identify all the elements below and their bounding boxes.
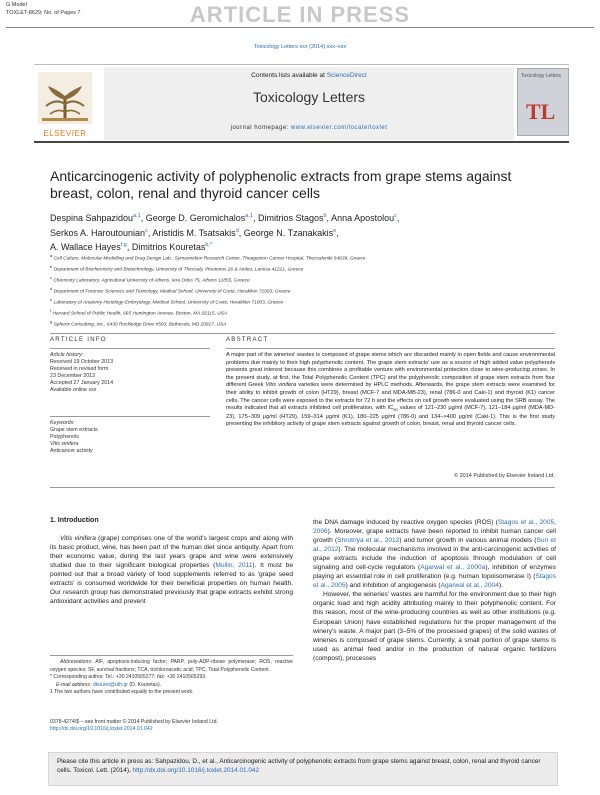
- body-column-right: the DNA damage induced by reactive oxygen species (ROS) (Stagos et al., 2005, 2006). Moreover, grape extracts have been reported to inhibit human cancer cell growth (Shrotriya et al., 2012) and tumor growth in various animal models (Sun et al., 2012). The molecular mechanisms involved in the anti-carcinogenic activities of grape extracts include the induction of apoptosis through modulation of cell signaling and cell-cycle regulators (Agarwal et al., 2000a), inhibition of enzymes playing an essential role in cell proliferation (e.g. human topoisomerase I) (Stagos et al., 2005) and inhibition of angiogenesis (Agarwal et al., 2004). However, the wineries' wastes are harmful for the environment due to their high organic load and high acidity attributing mainly to their polyphenolic content. For this reason, most of the wine-producing countries as well as other institutions (e.g. European Union) have established regulations for the proper management of the winery's waste. A major part (3–5% of the processed grapes) of the solid wastes of wineries is composed of grape stems. Currently, a small portion of grape stems is used as animal feed and/or in the production of natural organic fertilizers (compost), processes: [313, 519, 557, 662]
- journal-citation-top[interactable]: Toxicology Letters xxx (2014) xxx–xxx: [253, 44, 347, 50]
- reference-link[interactable]: Mullin, 2011: [215, 562, 253, 570]
- journal-cover-thumbnail: [517, 68, 569, 136]
- abstract-heading: ABSTRACT: [226, 337, 269, 343]
- author-separator: ,: [147, 227, 153, 238]
- affiliation-text: Department of Forensic Sciences and Toxicology, Medical School, University of Crete, Heraklion 71003, Greece: [53, 289, 291, 295]
- manuscript-id: TOXLET-8629; No. of Pages 7: [6, 10, 81, 16]
- author-affiliation-marker[interactable]: c: [394, 213, 397, 219]
- affiliation-text: Spherix Consulting, Inc., 6430 Rockledge Drive #503, Bethesda, MD 20817, USA: [53, 322, 227, 328]
- author-name: Serkos A. Haroutounian: [50, 227, 146, 238]
- author-separator: ,: [238, 227, 244, 238]
- author-separator: ,: [140, 213, 146, 223]
- reference-link[interactable]: Sun et al., 2012: [313, 537, 556, 554]
- author-affiliation-marker[interactable]: e: [333, 227, 337, 234]
- affiliation-list: [50, 252, 555, 329]
- author-name: A. Wallace Hayes: [50, 242, 121, 252]
- section-heading-introduction: 1. Introduction: [50, 517, 99, 524]
- body-column-left: Vitis vinifera (grape) comprises one of the world's largest crops and along with its basic product, wine, has been part of the human diet since antiquity. Apart from their economic value, during the last years grape and wine were extensively studied due to their significant biological properties (Mullin, 2011). It must be pointed out that a broad variety of food supplements referred to as 'grape seed extracts' is consumed worldwide for their beneficial properties on human health. Our research group has demonstrated previously that grape extracts exhibit strong antioxidant activities and prevent: [50, 535, 293, 606]
- affiliation-key: f: [50, 308, 52, 313]
- model-label: G Model: [6, 2, 27, 8]
- history-heading: Article history:: [50, 352, 84, 358]
- article-history: [50, 352, 210, 394]
- affiliation-key: a: [50, 253, 53, 258]
- equal-contribution-footnote: 1 The two authors have contributed equally to the present work.: [50, 689, 194, 696]
- affiliation: [50, 296, 555, 307]
- affiliation-text: Cell Culture, Molecular Modelling and Drug Design Lab., Symeonidion Research Center, Theagenion Cancer Hospital, Thessaloniki 54639, Greece: [53, 256, 366, 262]
- abstract-copyright: © 2014 Published by Elsevier Ireland Ltd.: [454, 473, 555, 479]
- abstract-text: A major part of the wineries' wastes is composed of grape stems which are discarded mainly in open fields and cause environmental problems due mainly to their high polyphenolic content. The grape stem extracts' use as a source of high added value polyphenols presents great interest because this combines a profitable venture with environmental protection close to wine-producing zones. In the present study, at first, the Total Polyphenolic Content (TPC) and the polyphenolic composition of grape stem extracts from four different Greek Vitis vinifera varieties were determined by HPLC methods. Afterwards, the grape stem extracts were examined for their ability to inhibit growth of colon (HT29), breast (MCF-7 and MDA-MB-23), renal (786-0 and Caki-1) and thyroid (K1) cancer cells. The cancer cells were exposed to the extracts for 72 h and the effects on cell growth were evaluated using the SRB assay. The results indicated that all extracts inhibited cell proliferation, with $IC_{50}$ values of 121–230 μg/ml (MCF-7), 121–184 μg/ml (MDA-MD-23), 175–309 μg/ml (HT29), 159–314 μg/ml (K1), 180–225 μg/ml (786-0) and 134–>400 μg/ml (Caki-1). This is the first study presenting the inhibitory activity of grape stem extracts against growth of colon, breast, renal and thyroid cancer cells.: [226, 352, 556, 428]
- footnote-rule: [50, 655, 293, 656]
- affiliation: [50, 285, 555, 296]
- author-name: Despina Sahpazidou: [50, 213, 134, 223]
- masthead-center: [104, 67, 514, 140]
- affiliation-text: Laboratory of Anatomy-Histology-Embryology, Medical School, University of Crete, Heraklion 71003, Greece: [53, 300, 284, 306]
- author-separator: ,: [326, 213, 332, 223]
- body-divider: [50, 487, 555, 488]
- footnotes: [50, 659, 293, 697]
- author-name: George N. Tzanakakis: [243, 227, 334, 238]
- author-name: Anna Apostolou: [331, 213, 395, 223]
- keyword: Anticancer activity: [50, 448, 93, 454]
- history-item: Available online xxx: [50, 387, 97, 393]
- article-info-heading: ARTICLE INFO: [50, 337, 107, 343]
- homepage-link[interactable]: www.elsevier.com/locate/toxlet: [291, 125, 388, 131]
- history-item: Received in revised form: [50, 366, 109, 372]
- banner-title: ARTICLE IN PRESS: [189, 2, 411, 27]
- affiliation-key: e: [50, 297, 53, 302]
- author-affiliation-marker[interactable]: f,g: [120, 242, 127, 248]
- author-affiliation-marker[interactable]: b,*: [205, 242, 213, 248]
- history-item: 23 December 2013: [50, 373, 96, 379]
- affiliation-text: Harvard School of Public Health, 665 Huntington Avenue, Boston, MA 02115, USA: [52, 311, 228, 317]
- affiliation-key: b: [50, 264, 53, 269]
- cover-initials: TL: [526, 99, 556, 124]
- affiliation-text: Department of Biochemistry and Biotechnology, University of Thessaly, Ploutonos 26 & Aiolou, Larissa 41221, Greece: [53, 267, 304, 273]
- author-affiliation-marker[interactable]: a,1: [133, 213, 141, 219]
- contents-line: Contents lists available at ScienceDirect: [251, 72, 367, 79]
- abstract-rule: [226, 348, 555, 349]
- reference-link[interactable]: Agarwal et al., 2000a: [420, 564, 486, 572]
- journal-masthead: [34, 64, 569, 143]
- reference-link[interactable]: Agarwal et al., 2004: [440, 582, 499, 590]
- history-item: Received 19 October 2013: [50, 359, 114, 365]
- issn-line: 0378-4274/$ – see front matter © 2014 Published by Elsevier Ireland Ltd.: [50, 719, 218, 725]
- banner-rule: [6, 27, 594, 28]
- affiliation-key: c: [50, 275, 52, 280]
- affiliation: [50, 318, 555, 329]
- publisher-name: ELSEVIER: [43, 129, 87, 138]
- info-rule: [50, 348, 210, 349]
- keywords-rule: [50, 416, 210, 417]
- author-separator: ,: [126, 242, 132, 252]
- journal-homepage: journal homepage: www.elsevier.com/locate/toxlet: [230, 125, 388, 131]
- cite-this-article-box: Please cite this article in press as: Sahpazidou, D., et al., Anticarcinogenic activity of polyphenolic extracts from grape stems against breast, colon, renal and thyroid cancer cells. Toxicol. Lett. (2014), http://dx.doi.org/10.1016/j.toxlet.2014.01.042: [48, 752, 558, 786]
- header-divider: [50, 333, 555, 334]
- affiliation: [50, 252, 555, 263]
- author-affiliation-marker[interactable]: a,1: [245, 213, 253, 219]
- author-affiliation-marker[interactable]: c: [145, 227, 148, 234]
- keywords-block: [50, 420, 210, 455]
- article-in-press-banner: [0, 0, 600, 27]
- affiliation: [50, 307, 555, 318]
- reference-link[interactable]: Stagos et al., 2005, 2006: [313, 519, 557, 536]
- keyword: Grape stem extracts: [50, 427, 98, 433]
- author-name: George D. Geromichalos: [145, 213, 246, 223]
- author-affiliation-marker[interactable]: d: [235, 227, 239, 234]
- journal-name: Toxicology Letters: [252, 89, 366, 105]
- abbreviations-footnote: Abbreviations: AIF, apoptosis-inducing factor; PARP, poly-ADP-ribose polymerase; ROS, reactive oxygen species; SF, survival fractions; TCA, trichloroacetic acid; TPC, Total Polyphenolic Content.: [50, 659, 293, 673]
- corresponding-author-footnote: * Corresponding author. Tel.: +30 2410565277; fax: +30 2410565293.: [50, 674, 207, 681]
- reference-link[interactable]: Shrotriya et al., 2012: [337, 537, 400, 545]
- keywords-heading: Keywords:: [50, 420, 75, 426]
- cover-journal-title: Toxicology Letters: [521, 73, 562, 79]
- keyword: Polyphenols: [50, 434, 79, 440]
- author-list: [50, 210, 555, 254]
- affiliation: [50, 263, 555, 274]
- affiliation-key: g: [50, 319, 53, 324]
- affiliation: [50, 274, 555, 285]
- author-name: Dimitrios Kouretas: [131, 242, 206, 252]
- article-title: Anticarcinogenic activity of polyphenolic extracts from grape stems against breast, colon, renal and thyroid cancer cells: [50, 168, 512, 201]
- reference-link[interactable]: Stagos et al., 2005: [313, 573, 556, 590]
- issn-block: [50, 719, 350, 733]
- author-separator: ,: [336, 227, 339, 238]
- email-footnote: E-mail address: dkouret@uth.gr (D. Kouretas).: [56, 681, 162, 688]
- elsevier-logo: [34, 68, 96, 140]
- author-separator: ,: [252, 213, 258, 223]
- email-link[interactable]: dkouret@uth.gr: [92, 681, 128, 688]
- doi-link[interactable]: http://dx.doi.org/10.1016/j.toxlet.2014.01.042: [50, 726, 153, 732]
- keyword: Vitis vinifera: [50, 441, 79, 447]
- affiliation-key: d: [50, 286, 53, 291]
- cite-doi-link[interactable]: http://dx.doi.org/10.1016/j.toxlet.2014.01.042: [132, 767, 260, 774]
- author-name: Dimitrios Stagos: [257, 213, 324, 223]
- history-item: Accepted 27 January 2014: [50, 380, 114, 386]
- author-separator: ,: [396, 213, 400, 223]
- sciencedirect-link[interactable]: ScienceDirect: [326, 72, 367, 79]
- author-affiliation-marker[interactable]: b: [323, 213, 327, 219]
- affiliation-text: Chemistry Laboratory, Agricultural University of Athens, Iera Odos 75, Athens 11855, Greece: [53, 278, 250, 284]
- author-name: Aristidis M. Tsatsakis: [152, 227, 236, 238]
